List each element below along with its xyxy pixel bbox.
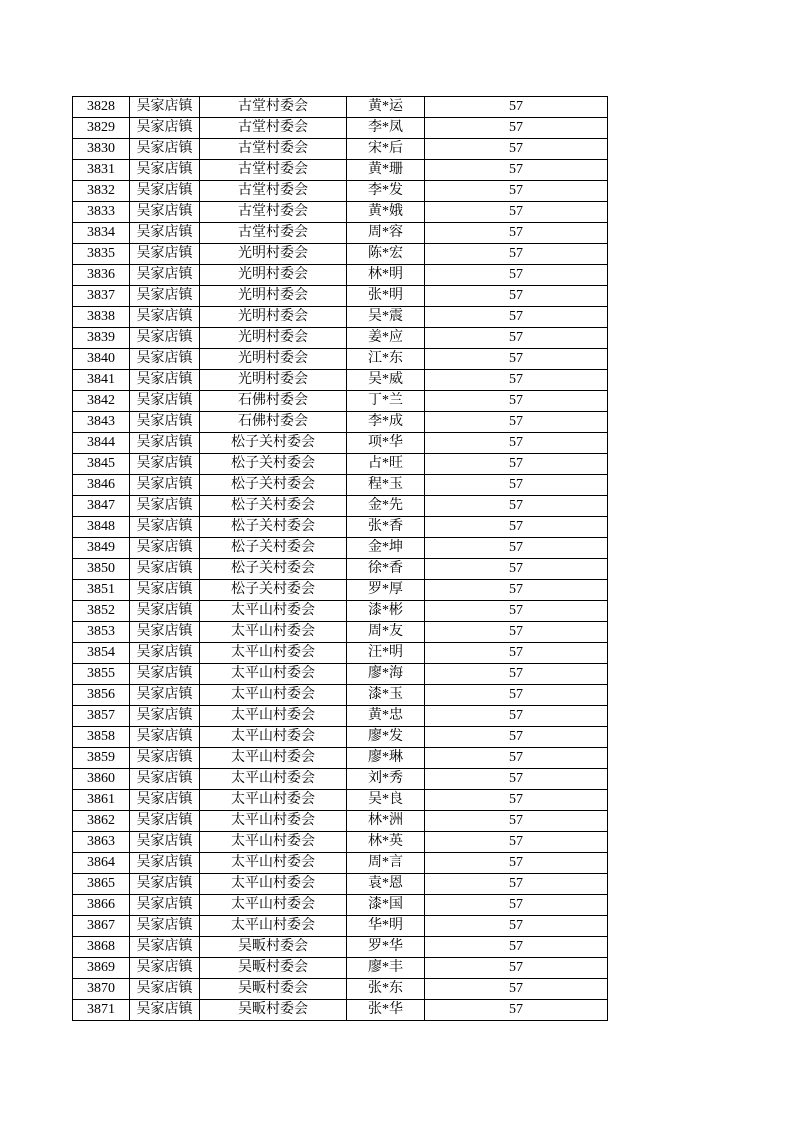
village-committee-cell: 松子关村委会 <box>200 538 347 559</box>
row-number-cell: 3858 <box>73 727 130 748</box>
person-name-cell: 林*英 <box>347 832 425 853</box>
row-number-cell: 3844 <box>73 433 130 454</box>
person-name-cell: 陈*宏 <box>347 244 425 265</box>
village-committee-cell: 石佛村委会 <box>200 412 347 433</box>
village-committee-cell: 吴畈村委会 <box>200 937 347 958</box>
town-cell: 吴家店镇 <box>130 391 200 412</box>
town-cell: 吴家店镇 <box>130 853 200 874</box>
table-row <box>73 601 608 622</box>
amount-cell: 57 <box>425 454 608 475</box>
table-row <box>73 307 608 328</box>
village-committee-cell: 古堂村委会 <box>200 160 347 181</box>
row-number-cell: 3845 <box>73 454 130 475</box>
table-row <box>73 349 608 370</box>
town-cell: 吴家店镇 <box>130 202 200 223</box>
table-row <box>73 937 608 958</box>
village-committee-cell: 太平山村委会 <box>200 811 347 832</box>
person-name-cell: 姜*应 <box>347 328 425 349</box>
table-row <box>73 475 608 496</box>
table-row <box>73 286 608 307</box>
row-number-cell: 3861 <box>73 790 130 811</box>
table-row <box>73 391 608 412</box>
row-number-cell: 3859 <box>73 748 130 769</box>
person-name-cell: 周*言 <box>347 853 425 874</box>
town-cell: 吴家店镇 <box>130 748 200 769</box>
village-committee-cell: 松子关村委会 <box>200 517 347 538</box>
town-cell: 吴家店镇 <box>130 475 200 496</box>
person-name-cell: 张*明 <box>347 286 425 307</box>
table-row <box>73 958 608 979</box>
amount-cell: 57 <box>425 160 608 181</box>
amount-cell: 57 <box>425 916 608 937</box>
person-name-cell: 罗*厚 <box>347 580 425 601</box>
town-cell: 吴家店镇 <box>130 1000 200 1021</box>
amount-cell: 57 <box>425 937 608 958</box>
table-row <box>73 433 608 454</box>
table-row <box>73 643 608 664</box>
village-committee-cell: 古堂村委会 <box>200 139 347 160</box>
amount-cell: 57 <box>425 139 608 160</box>
table-row <box>73 727 608 748</box>
person-name-cell: 黄*忠 <box>347 706 425 727</box>
amount-cell: 57 <box>425 643 608 664</box>
amount-cell: 57 <box>425 181 608 202</box>
table-row <box>73 769 608 790</box>
row-number-cell: 3833 <box>73 202 130 223</box>
village-committee-cell: 光明村委会 <box>200 370 347 391</box>
person-name-cell: 黄*娥 <box>347 202 425 223</box>
row-number-cell: 3854 <box>73 643 130 664</box>
village-committee-cell: 松子关村委会 <box>200 559 347 580</box>
village-committee-cell: 光明村委会 <box>200 307 347 328</box>
village-committee-cell: 太平山村委会 <box>200 685 347 706</box>
person-name-cell: 李*成 <box>347 412 425 433</box>
amount-cell: 57 <box>425 727 608 748</box>
row-number-cell: 3851 <box>73 580 130 601</box>
table-row <box>73 370 608 391</box>
row-number-cell: 3835 <box>73 244 130 265</box>
row-number-cell: 3866 <box>73 895 130 916</box>
person-name-cell: 李*凤 <box>347 118 425 139</box>
amount-cell: 57 <box>425 706 608 727</box>
town-cell: 吴家店镇 <box>130 265 200 286</box>
town-cell: 吴家店镇 <box>130 160 200 181</box>
table-row <box>73 160 608 181</box>
table-row <box>73 265 608 286</box>
amount-cell: 57 <box>425 622 608 643</box>
person-name-cell: 张*华 <box>347 1000 425 1021</box>
person-name-cell: 占*旺 <box>347 454 425 475</box>
village-committee-cell: 松子关村委会 <box>200 496 347 517</box>
amount-cell: 57 <box>425 244 608 265</box>
town-cell: 吴家店镇 <box>130 244 200 265</box>
person-name-cell: 徐*香 <box>347 559 425 580</box>
amount-cell: 57 <box>425 433 608 454</box>
table-row <box>73 412 608 433</box>
town-cell: 吴家店镇 <box>130 622 200 643</box>
row-number-cell: 3862 <box>73 811 130 832</box>
table-row <box>73 706 608 727</box>
table-row <box>73 97 608 118</box>
table-row <box>73 916 608 937</box>
amount-cell: 57 <box>425 265 608 286</box>
table-row <box>73 832 608 853</box>
row-number-cell: 3828 <box>73 97 130 118</box>
amount-cell: 57 <box>425 958 608 979</box>
row-number-cell: 3850 <box>73 559 130 580</box>
row-number-cell: 3842 <box>73 391 130 412</box>
person-name-cell: 金*坤 <box>347 538 425 559</box>
amount-cell: 57 <box>425 97 608 118</box>
village-committee-cell: 吴畈村委会 <box>200 979 347 1000</box>
village-committee-cell: 太平山村委会 <box>200 895 347 916</box>
town-cell: 吴家店镇 <box>130 874 200 895</box>
table-row <box>73 1000 608 1021</box>
amount-cell: 57 <box>425 853 608 874</box>
village-committee-cell: 太平山村委会 <box>200 643 347 664</box>
person-name-cell: 周*友 <box>347 622 425 643</box>
person-name-cell: 袁*恩 <box>347 874 425 895</box>
town-cell: 吴家店镇 <box>130 727 200 748</box>
table-row <box>73 853 608 874</box>
row-number-cell: 3834 <box>73 223 130 244</box>
amount-cell: 57 <box>425 118 608 139</box>
town-cell: 吴家店镇 <box>130 118 200 139</box>
town-cell: 吴家店镇 <box>130 580 200 601</box>
village-committee-cell: 古堂村委会 <box>200 202 347 223</box>
amount-cell: 57 <box>425 580 608 601</box>
person-name-cell: 吴*震 <box>347 307 425 328</box>
town-cell: 吴家店镇 <box>130 832 200 853</box>
data-table <box>72 96 608 1021</box>
amount-cell: 57 <box>425 601 608 622</box>
amount-cell: 57 <box>425 895 608 916</box>
village-committee-cell: 太平山村委会 <box>200 874 347 895</box>
village-committee-cell: 光明村委会 <box>200 328 347 349</box>
amount-cell: 57 <box>425 874 608 895</box>
town-cell: 吴家店镇 <box>130 370 200 391</box>
row-number-cell: 3848 <box>73 517 130 538</box>
row-number-cell: 3853 <box>73 622 130 643</box>
town-cell: 吴家店镇 <box>130 895 200 916</box>
table-row <box>73 874 608 895</box>
person-name-cell: 周*容 <box>347 223 425 244</box>
amount-cell: 57 <box>425 370 608 391</box>
town-cell: 吴家店镇 <box>130 307 200 328</box>
row-number-cell: 3870 <box>73 979 130 1000</box>
village-committee-cell: 太平山村委会 <box>200 916 347 937</box>
person-name-cell: 黄*珊 <box>347 160 425 181</box>
town-cell: 吴家店镇 <box>130 433 200 454</box>
amount-cell: 57 <box>425 328 608 349</box>
person-name-cell: 廖*海 <box>347 664 425 685</box>
village-committee-cell: 松子关村委会 <box>200 454 347 475</box>
amount-cell: 57 <box>425 307 608 328</box>
town-cell: 吴家店镇 <box>130 97 200 118</box>
person-name-cell: 黄*运 <box>347 97 425 118</box>
row-number-cell: 3867 <box>73 916 130 937</box>
table-row <box>73 538 608 559</box>
table-row <box>73 181 608 202</box>
row-number-cell: 3863 <box>73 832 130 853</box>
village-committee-cell: 吴畈村委会 <box>200 958 347 979</box>
table-row <box>73 202 608 223</box>
town-cell: 吴家店镇 <box>130 790 200 811</box>
town-cell: 吴家店镇 <box>130 538 200 559</box>
person-name-cell: 廖*发 <box>347 727 425 748</box>
village-committee-cell: 太平山村委会 <box>200 748 347 769</box>
village-committee-cell: 松子关村委会 <box>200 580 347 601</box>
row-number-cell: 3857 <box>73 706 130 727</box>
person-name-cell: 林*洲 <box>347 811 425 832</box>
table-row <box>73 622 608 643</box>
person-name-cell: 金*先 <box>347 496 425 517</box>
town-cell: 吴家店镇 <box>130 706 200 727</box>
person-name-cell: 华*明 <box>347 916 425 937</box>
table-row <box>73 328 608 349</box>
town-cell: 吴家店镇 <box>130 664 200 685</box>
person-name-cell: 廖*琳 <box>347 748 425 769</box>
village-committee-cell: 太平山村委会 <box>200 832 347 853</box>
village-committee-cell: 吴畈村委会 <box>200 1000 347 1021</box>
row-number-cell: 3871 <box>73 1000 130 1021</box>
amount-cell: 57 <box>425 832 608 853</box>
row-number-cell: 3847 <box>73 496 130 517</box>
village-committee-cell: 古堂村委会 <box>200 118 347 139</box>
row-number-cell: 3843 <box>73 412 130 433</box>
village-committee-cell: 太平山村委会 <box>200 622 347 643</box>
person-name-cell: 宋*后 <box>347 139 425 160</box>
town-cell: 吴家店镇 <box>130 643 200 664</box>
amount-cell: 57 <box>425 286 608 307</box>
amount-cell: 57 <box>425 496 608 517</box>
person-name-cell: 廖*丰 <box>347 958 425 979</box>
town-cell: 吴家店镇 <box>130 181 200 202</box>
amount-cell: 57 <box>425 811 608 832</box>
table-row <box>73 580 608 601</box>
town-cell: 吴家店镇 <box>130 916 200 937</box>
town-cell: 吴家店镇 <box>130 454 200 475</box>
amount-cell: 57 <box>425 538 608 559</box>
village-committee-cell: 光明村委会 <box>200 349 347 370</box>
person-name-cell: 李*发 <box>347 181 425 202</box>
table-row <box>73 895 608 916</box>
amount-cell: 57 <box>425 349 608 370</box>
person-name-cell: 吴*威 <box>347 370 425 391</box>
village-committee-cell: 太平山村委会 <box>200 790 347 811</box>
village-committee-cell: 光明村委会 <box>200 244 347 265</box>
town-cell: 吴家店镇 <box>130 349 200 370</box>
village-committee-cell: 太平山村委会 <box>200 727 347 748</box>
village-committee-cell: 古堂村委会 <box>200 181 347 202</box>
town-cell: 吴家店镇 <box>130 517 200 538</box>
village-committee-cell: 古堂村委会 <box>200 223 347 244</box>
person-name-cell: 漆*玉 <box>347 685 425 706</box>
row-number-cell: 3838 <box>73 307 130 328</box>
person-name-cell: 吴*良 <box>347 790 425 811</box>
row-number-cell: 3841 <box>73 370 130 391</box>
table-body <box>73 97 608 1021</box>
table-row <box>73 454 608 475</box>
amount-cell: 57 <box>425 517 608 538</box>
village-committee-cell: 太平山村委会 <box>200 769 347 790</box>
row-number-cell: 3849 <box>73 538 130 559</box>
town-cell: 吴家店镇 <box>130 601 200 622</box>
table-row <box>73 748 608 769</box>
village-committee-cell: 太平山村委会 <box>200 853 347 874</box>
village-committee-cell: 太平山村委会 <box>200 601 347 622</box>
row-number-cell: 3839 <box>73 328 130 349</box>
amount-cell: 57 <box>425 769 608 790</box>
amount-cell: 57 <box>425 979 608 1000</box>
amount-cell: 57 <box>425 475 608 496</box>
town-cell: 吴家店镇 <box>130 139 200 160</box>
person-name-cell: 林*明 <box>347 265 425 286</box>
table-row <box>73 979 608 1000</box>
person-name-cell: 丁*兰 <box>347 391 425 412</box>
person-name-cell: 漆*国 <box>347 895 425 916</box>
town-cell: 吴家店镇 <box>130 769 200 790</box>
village-committee-cell: 松子关村委会 <box>200 433 347 454</box>
town-cell: 吴家店镇 <box>130 958 200 979</box>
table-row <box>73 244 608 265</box>
table-row <box>73 790 608 811</box>
row-number-cell: 3856 <box>73 685 130 706</box>
town-cell: 吴家店镇 <box>130 685 200 706</box>
person-name-cell: 漆*彬 <box>347 601 425 622</box>
amount-cell: 57 <box>425 559 608 580</box>
village-committee-cell: 松子关村委会 <box>200 475 347 496</box>
town-cell: 吴家店镇 <box>130 286 200 307</box>
person-name-cell: 刘*秀 <box>347 769 425 790</box>
row-number-cell: 3836 <box>73 265 130 286</box>
village-committee-cell: 古堂村委会 <box>200 97 347 118</box>
amount-cell: 57 <box>425 685 608 706</box>
amount-cell: 57 <box>425 1000 608 1021</box>
row-number-cell: 3868 <box>73 937 130 958</box>
table-row <box>73 811 608 832</box>
row-number-cell: 3869 <box>73 958 130 979</box>
amount-cell: 57 <box>425 223 608 244</box>
town-cell: 吴家店镇 <box>130 559 200 580</box>
town-cell: 吴家店镇 <box>130 811 200 832</box>
row-number-cell: 3829 <box>73 118 130 139</box>
village-committee-cell: 光明村委会 <box>200 265 347 286</box>
row-number-cell: 3832 <box>73 181 130 202</box>
amount-cell: 57 <box>425 391 608 412</box>
person-name-cell: 项*华 <box>347 433 425 454</box>
person-name-cell: 程*玉 <box>347 475 425 496</box>
village-committee-cell: 太平山村委会 <box>200 664 347 685</box>
town-cell: 吴家店镇 <box>130 223 200 244</box>
amount-cell: 57 <box>425 748 608 769</box>
person-name-cell: 罗*华 <box>347 937 425 958</box>
row-number-cell: 3860 <box>73 769 130 790</box>
town-cell: 吴家店镇 <box>130 496 200 517</box>
table-row <box>73 664 608 685</box>
row-number-cell: 3831 <box>73 160 130 181</box>
row-number-cell: 3837 <box>73 286 130 307</box>
person-name-cell: 汪*明 <box>347 643 425 664</box>
row-number-cell: 3840 <box>73 349 130 370</box>
town-cell: 吴家店镇 <box>130 979 200 1000</box>
table-row <box>73 223 608 244</box>
row-number-cell: 3864 <box>73 853 130 874</box>
person-name-cell: 江*东 <box>347 349 425 370</box>
table-row <box>73 685 608 706</box>
row-number-cell: 3852 <box>73 601 130 622</box>
row-number-cell: 3846 <box>73 475 130 496</box>
town-cell: 吴家店镇 <box>130 412 200 433</box>
village-committee-cell: 石佛村委会 <box>200 391 347 412</box>
row-number-cell: 3865 <box>73 874 130 895</box>
amount-cell: 57 <box>425 664 608 685</box>
table-row <box>73 118 608 139</box>
town-cell: 吴家店镇 <box>130 937 200 958</box>
table-row <box>73 517 608 538</box>
amount-cell: 57 <box>425 412 608 433</box>
town-cell: 吴家店镇 <box>130 328 200 349</box>
amount-cell: 57 <box>425 202 608 223</box>
person-name-cell: 张*香 <box>347 517 425 538</box>
table-row <box>73 559 608 580</box>
village-committee-cell: 太平山村委会 <box>200 706 347 727</box>
row-number-cell: 3830 <box>73 139 130 160</box>
amount-cell: 57 <box>425 790 608 811</box>
table-row <box>73 496 608 517</box>
row-number-cell: 3855 <box>73 664 130 685</box>
village-committee-cell: 光明村委会 <box>200 286 347 307</box>
person-name-cell: 张*东 <box>347 979 425 1000</box>
table-row <box>73 139 608 160</box>
